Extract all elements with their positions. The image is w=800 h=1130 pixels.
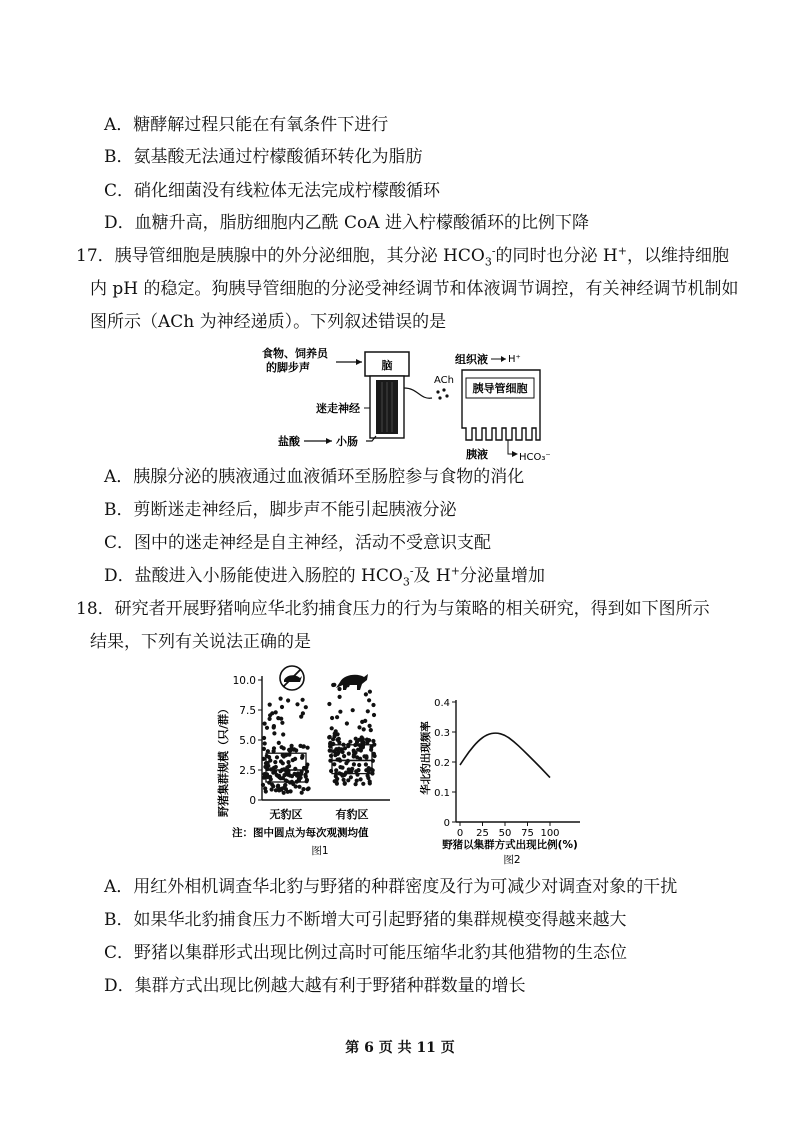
fig1-observation-point [327, 702, 331, 706]
fig1-observation-point [342, 778, 346, 782]
fig1-observation-point [331, 683, 335, 687]
fig2-x-axis-label: 野猪以集群方式出现比例(%) [442, 839, 578, 851]
q18-option-c: C．野猪以集群形式出现比例过高时可能压缩华北豹其他猎物的生态位 [104, 943, 628, 963]
fig1-observation-point [280, 721, 284, 725]
fig1-category-no-leopard: 无豹区 [269, 808, 303, 821]
page-footer: 第 6 页 共 11 页 [345, 1040, 455, 1056]
fig1-observation-point [357, 725, 361, 729]
fig1-y-tick-label: 7.5 [239, 705, 256, 717]
fig1-observation-point [333, 732, 337, 736]
no-leopard-icon [280, 666, 304, 690]
fig2-y-tick-label: 0.1 [434, 788, 450, 799]
fig1-observation-point [277, 741, 281, 745]
fig1-category-leopard: 有豹区 [335, 808, 369, 821]
q16-option-a: A．糖酵解过程只能在有氧条件下进行 [104, 115, 389, 135]
fig1-y-tick-label: 5.0 [239, 735, 256, 747]
fig1-observation-point [263, 722, 267, 726]
fig1-observation-point [335, 715, 339, 719]
fig1-observation-point [360, 720, 364, 724]
fig1-observation-point [364, 754, 368, 758]
fig1-observation-point [347, 752, 351, 756]
fig2-y-tick-label: 0.4 [434, 698, 450, 709]
fig2-x-tick-label: 100 [540, 828, 560, 839]
fig1-observation-point [367, 738, 371, 742]
fig1-observation-point [276, 784, 280, 788]
tissue-fluid-label: 组织液 [455, 353, 488, 366]
fig1-observation-point [361, 744, 365, 748]
fig1-observation-point [343, 746, 347, 750]
fig1-observation-point [286, 760, 290, 764]
fig1-observation-point [290, 774, 294, 778]
fig1-caption: 图1 [311, 845, 329, 857]
ach-label: ACh [434, 375, 454, 386]
fig1-observation-point [332, 749, 336, 753]
fig1-observation-point [372, 713, 376, 717]
fig1-observation-point [268, 717, 272, 721]
fig1-observation-point [366, 709, 370, 713]
acid-label: 盐酸 [278, 435, 300, 448]
fig1-observation-point [290, 744, 294, 748]
fig1-observation-point [359, 777, 363, 781]
fig1-observation-point [306, 787, 310, 791]
q17-option-d: D．盐酸进入小肠能使进入肠腔的 $HCO_3^-$及 H+分泌量增加 [104, 564, 545, 589]
fig1-observation-point [294, 784, 298, 788]
fig1-observation-point [300, 791, 304, 795]
fig1-observation-point [335, 782, 339, 786]
q16-option-d: D．血糖升高，脂肪细胞内乙酰 CoA 进入柠檬酸循环的比例下降 [104, 213, 589, 233]
fig1-observation-point [343, 782, 347, 786]
fig1-observation-point [295, 702, 299, 706]
q18-option-b: B．如果华北豹捕食压力不断增大可引起野猪的集群规模变得越来越大 [104, 910, 627, 930]
fig1-observation-point [369, 728, 373, 732]
fig1-observation-point [352, 762, 356, 766]
fig2-x-tick-label: 25 [476, 828, 489, 839]
fig1-observation-point [346, 778, 350, 782]
fig1-observation-point [328, 735, 332, 739]
fig1-observation-point [356, 768, 360, 772]
fig1-observation-point [332, 762, 336, 766]
fig1-observation-point [367, 766, 371, 770]
q17-option-b: B．剪断迷走神经后，脚步声不能引起胰液分泌 [104, 500, 457, 520]
fig1-observation-point [297, 785, 301, 789]
fig2-y-axis-label: 华北豹出现频率 [420, 721, 432, 795]
q18-option-d: D．集群方式出现比例越大越有利于野猪种群数量的增长 [104, 976, 526, 996]
q18-stem-line2: 结果，下列有关说法正确的是 [90, 632, 311, 652]
fig1-observation-point [270, 787, 274, 791]
fig1-observation-point [357, 763, 361, 767]
duct-cell-label: 胰导管细胞 [472, 382, 528, 395]
fig1-observation-point [328, 749, 332, 753]
fig2-x-tick-label: 75 [521, 828, 534, 839]
fig1-observation-point [267, 781, 271, 785]
fig1-observation-point [301, 745, 305, 749]
fig1-observation-point [272, 731, 276, 735]
fig1-observation-point [273, 760, 277, 764]
fig1-observation-point [330, 716, 334, 720]
fig1-note: 注：图中圆点为每次观测均值 [232, 827, 369, 839]
fig1-observation-point [261, 783, 265, 787]
q17-stem-line1: 17．胰导管细胞是胰腺中的外分泌细胞，其分泌 $HCO_3^-$的同时也分泌 H+，以维持细胞 [76, 244, 729, 269]
fig1-observation-point [275, 755, 279, 759]
stimulus-label-1: 食物、饲养员 [262, 347, 328, 360]
fig1-observation-point [337, 740, 341, 744]
fig1-observation-point [357, 738, 361, 742]
fig1-observation-point [275, 773, 279, 777]
fig1-observation-point [304, 705, 308, 709]
q17-stem-line3: 图所示（ACh 为神经递质）。下列叙述错误的是 [90, 312, 447, 332]
fig1-observation-point [368, 781, 372, 785]
q18-option-a: A．用红外相机调查华北豹与野猪的种群密度及行为可减少对调查对象的干扰 [104, 877, 678, 897]
fig1-observation-point [265, 754, 269, 758]
fig1-observation-point [352, 754, 356, 758]
fig1-observation-point [354, 782, 358, 786]
figure-1-box-plot [212, 660, 432, 860]
fig1-observation-point [297, 772, 301, 776]
fig1-observation-point [301, 787, 305, 791]
fig1-observation-point [337, 750, 341, 754]
fig1-observation-point [335, 777, 339, 781]
fig1-observation-point [340, 766, 344, 770]
fig2-y-tick-label: 0 [443, 818, 450, 829]
fig1-observation-point [362, 727, 366, 731]
fig2-x-tick-label: 50 [498, 828, 512, 839]
intestine-label: 小肠 [336, 435, 358, 448]
fig1-observation-point [301, 711, 305, 715]
fig1-y-tick-label: 0 [249, 795, 256, 807]
fig1-observation-point [281, 761, 285, 765]
fig2-y-tick-label: 0.3 [434, 728, 450, 739]
fig1-observation-point [371, 703, 375, 707]
fig1-observation-point [371, 739, 375, 743]
fig1-observation-point [367, 698, 371, 702]
fig1-observation-point [264, 789, 268, 793]
q17-option-a: A．胰腺分泌的胰液通过血液循环至肠腔参与食物的消化 [104, 467, 525, 487]
q16-option-b: B．氨基酸无法通过柠檬酸循环转化为脂肪 [104, 147, 423, 167]
fig1-observation-point [351, 708, 355, 712]
fig1-observation-point [289, 789, 293, 793]
fig1-observation-point [270, 711, 274, 715]
fig1-observation-point [282, 746, 286, 750]
fig1-observation-point [345, 721, 349, 725]
fig1-observation-point [286, 698, 290, 702]
fig1-observation-point [276, 716, 280, 720]
fig1-observation-point [331, 737, 335, 741]
q16-option-c: C．硝化细菌没有线粒体无法完成柠檬酸循环 [104, 181, 441, 201]
fig2-x-tick-label: 0 [456, 828, 464, 839]
fig1-observation-point [262, 757, 266, 761]
fig1-observation-point [364, 762, 368, 766]
q18-stem-line1: 18．研究者开展野猪响应华北豹捕食压力的行为与策略的相关研究，得到如下图所示 [76, 599, 710, 619]
fig1-observation-point [263, 741, 267, 745]
fig1-y-tick-label: 10.0 [232, 675, 256, 687]
fig1-observation-point [301, 698, 305, 702]
q17-nerve-diagram [240, 340, 560, 470]
hco3-label: HCO₃⁻ [519, 452, 551, 463]
fig1-y-axis-label: 野猪集群规模（只/群） [217, 702, 230, 818]
fig1-observation-point [373, 754, 377, 758]
fig2-caption: 图2 [503, 854, 521, 866]
fig1-observation-point [368, 724, 372, 728]
fig1-observation-point [352, 750, 356, 754]
q17-option-c: C．图中的迷走神经是自主神经，活动不受意识支配 [104, 533, 492, 553]
fig1-observation-point [342, 754, 346, 758]
fig1-observation-point [355, 779, 359, 783]
fig1-observation-point [281, 732, 285, 736]
fig1-observation-point [294, 748, 298, 752]
fig1-observation-point [364, 692, 368, 696]
fig1-observation-point [361, 782, 365, 786]
fig1-observation-point [368, 690, 372, 694]
fig2-y-tick-label: 0.2 [434, 758, 450, 769]
pancreatic-juice-label: 胰液 [466, 448, 488, 461]
fig1-observation-point [306, 746, 310, 750]
fig1-observation-point [272, 724, 276, 728]
fig1-observation-point [338, 710, 342, 714]
fig2-series-line [460, 733, 550, 777]
fig1-observation-point [268, 703, 272, 707]
fig1-y-tick-label: 2.5 [239, 765, 256, 777]
fig1-observation-point [271, 771, 275, 775]
fig1-observation-point [279, 697, 283, 701]
stimulus-label-2: 的脚步声 [266, 361, 310, 374]
h-ion-label: H⁺ [508, 354, 521, 365]
fig1-observation-point [337, 747, 341, 751]
fig1-observation-point [371, 768, 375, 772]
fig1-observation-point [348, 740, 352, 744]
fig1-observation-point [293, 757, 297, 761]
figure-2-line-chart [420, 690, 590, 870]
fig1-observation-point [282, 791, 286, 795]
fig1-observation-point [262, 747, 266, 751]
fig1-observation-point [338, 695, 342, 699]
fig1-observation-point [330, 726, 334, 730]
fig1-observation-point [262, 736, 266, 740]
vagus-label: 迷走神经 [316, 402, 360, 415]
fig1-observation-point [279, 776, 283, 780]
fig1-observation-point [354, 737, 358, 741]
fig1-observation-point [265, 726, 269, 730]
fig1-observation-point [280, 705, 284, 709]
fig1-observation-point [337, 687, 341, 691]
fig1-observation-point [300, 756, 304, 760]
q17-stem-line2: 内 pH 的稳定。狗胰导管细胞的分泌受神经调节和体液调节调控，有关神经调节机制如 [90, 279, 739, 299]
brain-label: 脑 [381, 359, 393, 372]
fig1-observation-point [346, 683, 350, 687]
